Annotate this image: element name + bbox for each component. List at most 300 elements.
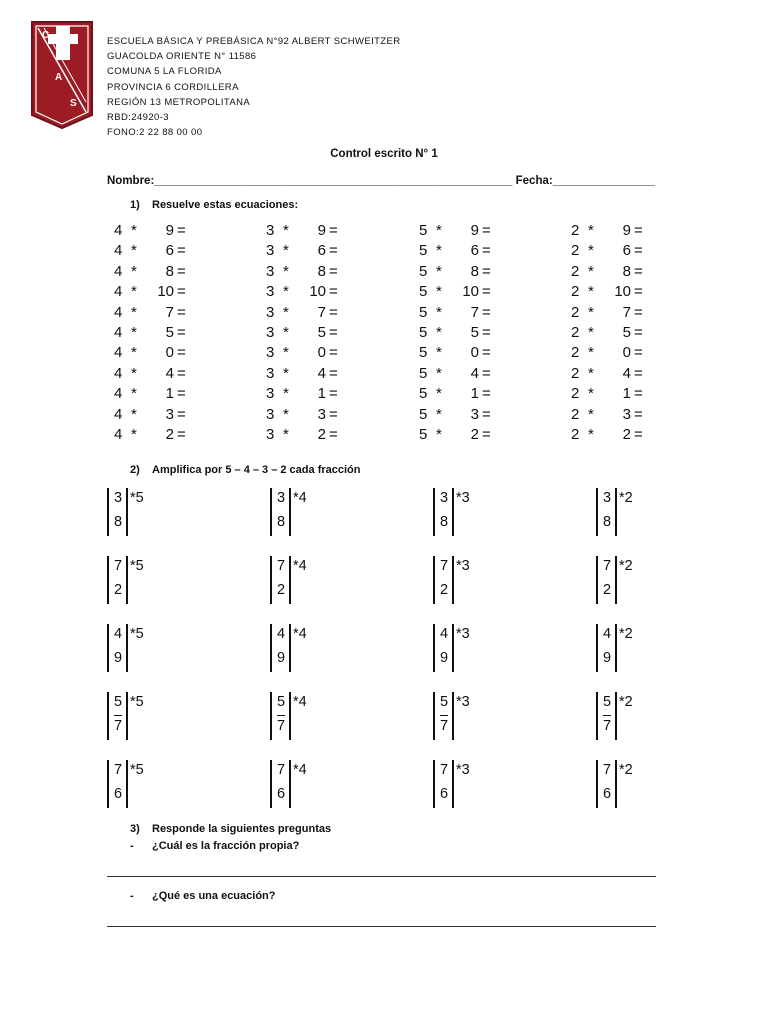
question-2: - ¿Qué es una ecuación?	[130, 890, 276, 902]
equation-equals: =	[634, 426, 643, 443]
fraction-multiplier: *5	[130, 490, 144, 506]
equation-operand: 0	[317, 344, 326, 362]
equation-operator: *	[588, 385, 594, 403]
fraction-denominator: 7	[440, 718, 449, 734]
fraction-left-bar	[596, 692, 598, 740]
equation-operator: *	[131, 426, 137, 443]
equation-equals: =	[482, 262, 491, 280]
equation-operand: 8	[622, 262, 631, 280]
fraction-right-bar	[126, 556, 128, 604]
fraction-left-bar	[433, 624, 435, 672]
equation-multiplier: 4	[114, 303, 123, 321]
equation-operator: *	[283, 426, 289, 443]
equation-multiplier: 2	[571, 426, 580, 443]
equation-multiplier: 2	[571, 283, 580, 301]
equation-operator: *	[436, 222, 442, 239]
equation-operator: *	[436, 405, 442, 423]
section-3-number: 3)	[130, 823, 140, 835]
fraction-multiplier: *5	[130, 558, 144, 574]
fraction-right-bar	[289, 692, 291, 740]
equation-operand: 3	[317, 405, 326, 423]
logo-letter-s: S	[70, 98, 77, 109]
fraction-denominator: 7	[603, 718, 612, 734]
equation-multiplier: 4	[114, 262, 123, 280]
equation-multiplier: 3	[266, 385, 275, 403]
fraction-left-bar	[596, 556, 598, 604]
equation-operand: 7	[317, 303, 326, 321]
fraction-multiplier: *2	[619, 626, 633, 642]
fraction-denominator: 6	[603, 786, 612, 802]
fraction-numerator: 3	[277, 490, 286, 506]
equation-equals: =	[177, 364, 186, 382]
equation-equals: =	[177, 385, 186, 403]
equation-equals: =	[177, 324, 186, 341]
equation-equals: =	[329, 303, 338, 321]
equation-equals: =	[329, 222, 338, 239]
equation-operator: *	[436, 283, 442, 301]
section-1-number: 1)	[130, 199, 140, 211]
equation-multiplier: 4	[114, 242, 123, 260]
equation-operator: *	[283, 344, 289, 362]
equation-equals: =	[634, 364, 643, 382]
equation-operand: 7	[165, 303, 174, 321]
equation-equals: =	[177, 262, 186, 280]
fraction-numerator: 4	[277, 626, 286, 642]
fraction-left-bar	[270, 692, 272, 740]
fraction-denominator: 2	[277, 582, 286, 598]
fraction-right-bar	[452, 488, 454, 536]
equation-multiplier: 4	[114, 222, 123, 239]
fraction-numerator: 7	[603, 762, 612, 778]
equation-equals: =	[177, 222, 186, 239]
equation-multiplier: 5	[419, 426, 428, 443]
fraction-denominator: 9	[603, 650, 612, 666]
name-date-line: Nombre:________________________________________________________ Fecha:________________	[107, 175, 656, 187]
equation-operand: 0	[470, 344, 479, 362]
fraction-left-bar	[433, 556, 435, 604]
equation-equals: =	[634, 283, 643, 301]
equation-operand: 7	[470, 303, 479, 321]
fraction-numerator: 7	[114, 762, 123, 778]
equation-operand: 9	[165, 222, 174, 239]
equation-operator: *	[283, 324, 289, 341]
fraction-multiplier: *4	[293, 694, 307, 710]
fraction-multiplier: *5	[130, 626, 144, 642]
equation-operand: 1	[165, 385, 174, 403]
equation-multiplier: 5	[419, 364, 428, 382]
equation-operand: 5	[470, 324, 479, 341]
equation-operand: 4	[470, 364, 479, 382]
equation-multiplier: 4	[114, 426, 123, 443]
equation-operand: 2	[317, 426, 326, 443]
section-2-number: 2)	[130, 464, 140, 476]
fraction-numerator: 7	[440, 558, 449, 574]
equation-equals: =	[177, 242, 186, 260]
equation-operator: *	[283, 222, 289, 239]
equation-multiplier: 3	[266, 405, 275, 423]
fraction-numerator: 7	[277, 762, 286, 778]
equation-operator: *	[131, 242, 137, 260]
equation-equals: =	[482, 283, 491, 301]
fraction-right-bar	[615, 692, 617, 740]
fraction-right-bar	[615, 488, 617, 536]
equation-operand: 6	[470, 242, 479, 260]
equation-multiplier: 2	[571, 242, 580, 260]
fraction-multiplier: *3	[456, 558, 470, 574]
equation-operator: *	[588, 364, 594, 382]
question-2-text: ¿Qué es una ecuación?	[152, 890, 276, 902]
equation-operator: *	[131, 262, 137, 280]
fraction-denominator: 7	[277, 718, 286, 734]
equation-operator: *	[588, 324, 594, 341]
fraction-line	[114, 715, 122, 716]
equation-multiplier: 2	[571, 405, 580, 423]
equation-operator: *	[588, 262, 594, 280]
equation-equals: =	[177, 344, 186, 362]
equation-operand: 6	[317, 242, 326, 260]
fraction-multiplier: *2	[619, 762, 633, 778]
school-info-line: COMUNA 5 LA FLORIDA	[107, 66, 222, 78]
equation-operator: *	[283, 405, 289, 423]
fraction-multiplier: *3	[456, 762, 470, 778]
equation-equals: =	[482, 426, 491, 443]
equation-equals: =	[329, 385, 338, 403]
school-info-line: GUACOLDA ORIENTE N° 11586	[107, 51, 257, 63]
equation-multiplier: 3	[266, 344, 275, 362]
equation-equals: =	[634, 262, 643, 280]
fraction-right-bar	[126, 760, 128, 808]
equation-operand: 4	[622, 364, 631, 382]
school-shield-icon	[30, 20, 94, 130]
equation-operator: *	[283, 385, 289, 403]
equation-equals: =	[634, 324, 643, 341]
equation-operator: *	[283, 242, 289, 260]
equation-multiplier: 2	[571, 364, 580, 382]
fraction-right-bar	[126, 624, 128, 672]
school-info-line: RBD:24920-3	[107, 112, 169, 124]
fraction-right-bar	[289, 488, 291, 536]
fraction-denominator: 6	[114, 786, 123, 802]
equation-operator: *	[436, 385, 442, 403]
equation-operand: 6	[622, 242, 631, 260]
equation-multiplier: 3	[266, 324, 275, 341]
fraction-numerator: 7	[603, 558, 612, 574]
equation-equals: =	[177, 283, 186, 301]
equation-operator: *	[131, 364, 137, 382]
fraction-denominator: 9	[114, 650, 123, 666]
section-1-label: Resuelve estas ecuaciones:	[152, 199, 299, 211]
fraction-line	[440, 715, 448, 716]
equation-multiplier: 3	[266, 303, 275, 321]
fraction-right-bar	[289, 556, 291, 604]
equation-operand: 8	[317, 262, 326, 280]
fraction-right-bar	[615, 760, 617, 808]
fraction-left-bar	[433, 692, 435, 740]
fraction-multiplier: *2	[619, 558, 633, 574]
fraction-numerator: 5	[277, 694, 286, 710]
equation-operator: *	[588, 405, 594, 423]
equation-equals: =	[177, 405, 186, 423]
equation-equals: =	[482, 242, 491, 260]
equation-operand: 2	[165, 426, 174, 443]
equation-equals: =	[177, 303, 186, 321]
equation-multiplier: 5	[419, 324, 428, 341]
fraction-multiplier: *4	[293, 626, 307, 642]
equation-equals: =	[482, 324, 491, 341]
equation-equals: =	[177, 426, 186, 443]
fraction-multiplier: *4	[293, 558, 307, 574]
equation-operator: *	[436, 344, 442, 362]
equation-operand: 8	[470, 262, 479, 280]
equation-operator: *	[436, 426, 442, 443]
fraction-numerator: 4	[440, 626, 449, 642]
equation-operator: *	[436, 324, 442, 341]
section-3-title	[130, 823, 331, 835]
fraction-left-bar	[270, 488, 272, 536]
equation-operator: *	[588, 303, 594, 321]
fraction-denominator: 6	[440, 786, 449, 802]
fraction-denominator: 8	[114, 514, 123, 530]
fraction-numerator: 7	[114, 558, 123, 574]
fraction-right-bar	[452, 556, 454, 604]
question-1: - ¿Cuál es la fracción propia?	[130, 840, 300, 852]
equation-equals: =	[329, 324, 338, 341]
fraction-multiplier: *5	[130, 762, 144, 778]
fraction-numerator: 5	[114, 694, 123, 710]
equation-operand: 1	[470, 385, 479, 403]
equation-multiplier: 2	[571, 385, 580, 403]
equation-multiplier: 2	[571, 222, 580, 239]
equation-equals: =	[634, 344, 643, 362]
fraction-left-bar	[107, 692, 109, 740]
equation-equals: =	[329, 283, 338, 301]
equation-multiplier: 5	[419, 405, 428, 423]
equation-operand: 8	[165, 262, 174, 280]
equation-multiplier: 4	[114, 364, 123, 382]
equation-operand: 10	[614, 283, 631, 301]
equation-operator: *	[131, 283, 137, 301]
school-info	[107, 34, 401, 140]
equation-operator: *	[131, 385, 137, 403]
fraction-left-bar	[433, 488, 435, 536]
equation-operator: *	[436, 303, 442, 321]
equation-multiplier: 5	[419, 344, 428, 362]
fraction-denominator: 8	[603, 514, 612, 530]
equation-equals: =	[329, 242, 338, 260]
equation-multiplier: 4	[114, 405, 123, 423]
equation-equals: =	[634, 405, 643, 423]
equation-multiplier: 5	[419, 303, 428, 321]
equation-multiplier: 4	[114, 385, 123, 403]
equation-operand: 5	[317, 324, 326, 341]
equation-operator: *	[283, 283, 289, 301]
fraction-left-bar	[270, 760, 272, 808]
equation-equals: =	[329, 426, 338, 443]
equation-equals: =	[482, 364, 491, 382]
equation-operator: *	[588, 426, 594, 443]
equation-operand: 6	[165, 242, 174, 260]
equation-equals: =	[634, 242, 643, 260]
equation-operand: 2	[622, 426, 631, 443]
fraction-line	[277, 715, 285, 716]
section-3-label: Responde la siguientes preguntas	[152, 823, 332, 835]
fraction-multiplier: *2	[619, 694, 633, 710]
equation-operator: *	[131, 303, 137, 321]
equation-operator: *	[588, 344, 594, 362]
fraction-multiplier: *4	[293, 762, 307, 778]
fraction-line	[603, 715, 611, 716]
fraction-numerator: 4	[114, 626, 123, 642]
equation-multiplier: 5	[419, 262, 428, 280]
section-2-label: Amplifica por 5 – 4 – 3 – 2 cada fracción	[152, 464, 361, 476]
equation-operand: 2	[470, 426, 479, 443]
equation-multiplier: 3	[266, 283, 275, 301]
fraction-left-bar	[596, 624, 598, 672]
fraction-numerator: 3	[114, 490, 123, 506]
equation-operand: 5	[622, 324, 631, 341]
equation-operand: 1	[317, 385, 326, 403]
fraction-numerator: 7	[277, 558, 286, 574]
fraction-right-bar	[289, 760, 291, 808]
fraction-denominator: 8	[440, 514, 449, 530]
equation-multiplier: 5	[419, 242, 428, 260]
equation-operand: 9	[317, 222, 326, 239]
equation-operand: 0	[165, 344, 174, 362]
fraction-multiplier: *3	[456, 626, 470, 642]
equation-multiplier: 4	[114, 344, 123, 362]
equation-operator: *	[436, 262, 442, 280]
equation-operator: *	[436, 364, 442, 382]
equation-operand: 5	[165, 324, 174, 341]
equation-multiplier: 4	[114, 324, 123, 341]
fraction-left-bar	[433, 760, 435, 808]
equation-equals: =	[634, 385, 643, 403]
fraction-numerator: 5	[440, 694, 449, 710]
equation-operand: 1	[622, 385, 631, 403]
fraction-multiplier: *4	[293, 490, 307, 506]
fraction-multiplier: *5	[130, 694, 144, 710]
equation-operand: 3	[165, 405, 174, 423]
equation-equals: =	[482, 405, 491, 423]
fraction-right-bar	[289, 624, 291, 672]
page-title: Control escrito N° 1	[330, 148, 438, 160]
equation-operand: 10	[462, 283, 479, 301]
equation-multiplier: 2	[571, 324, 580, 341]
fraction-right-bar	[452, 760, 454, 808]
school-info-line: REGIÓN 13 METROPOLITANA	[107, 96, 251, 108]
school-info-line: FONO:2 22 88 00 00	[107, 127, 203, 139]
equation-multiplier: 3	[266, 222, 275, 239]
equation-operand: 7	[622, 303, 631, 321]
equation-equals: =	[634, 303, 643, 321]
equation-multiplier: 2	[571, 303, 580, 321]
equation-multiplier: 2	[571, 262, 580, 280]
fraction-numerator: 3	[603, 490, 612, 506]
equation-equals: =	[329, 364, 338, 382]
fraction-multiplier: *3	[456, 490, 470, 506]
equation-multiplier: 4	[114, 283, 123, 301]
equation-multiplier: 3	[266, 426, 275, 443]
equation-equals: =	[482, 344, 491, 362]
equation-operator: *	[588, 222, 594, 239]
fraction-left-bar	[596, 760, 598, 808]
logo-letter-a: A	[55, 72, 63, 83]
equation-operator: *	[283, 303, 289, 321]
equation-operator: *	[436, 242, 442, 260]
fraction-denominator: 2	[440, 582, 449, 598]
equation-equals: =	[634, 222, 643, 239]
fraction-left-bar	[107, 556, 109, 604]
school-logo	[30, 20, 94, 130]
equation-multiplier: 3	[266, 364, 275, 382]
equation-operator: *	[131, 222, 137, 239]
fraction-denominator: 2	[603, 582, 612, 598]
equation-operand: 10	[309, 283, 326, 301]
fraction-left-bar	[107, 624, 109, 672]
fraction-left-bar	[107, 760, 109, 808]
fraction-left-bar	[270, 556, 272, 604]
fraction-right-bar	[126, 488, 128, 536]
fraction-denominator: 9	[277, 650, 286, 666]
section-2-title	[130, 464, 360, 476]
school-info-line: ESCUELA BÁSICA Y PREBÁSICA N°92 ALBERT SCHWEITZER	[107, 36, 401, 47]
equation-multiplier: 5	[419, 222, 428, 239]
equation-operand: 9	[470, 222, 479, 239]
equation-multiplier: 5	[419, 283, 428, 301]
equation-equals: =	[329, 262, 338, 280]
equation-operator: *	[283, 364, 289, 382]
fraction-right-bar	[126, 692, 128, 740]
question-1-text: ¿Cuál es la fracción propia?	[152, 840, 300, 852]
fraction-denominator: 9	[440, 650, 449, 666]
equation-operator: *	[283, 262, 289, 280]
equation-equals: =	[329, 405, 338, 423]
fraction-denominator: 7	[114, 718, 123, 734]
equation-multiplier: 3	[266, 242, 275, 260]
equation-equals: =	[329, 344, 338, 362]
answer-line-1[interactable]	[107, 876, 656, 877]
equation-multiplier: 5	[419, 385, 428, 403]
equation-operand: 0	[622, 344, 631, 362]
fraction-numerator: 5	[603, 694, 612, 710]
answer-line-2[interactable]	[107, 926, 656, 927]
fraction-right-bar	[452, 692, 454, 740]
equation-operator: *	[131, 324, 137, 341]
equation-operand: 3	[622, 405, 631, 423]
fraction-left-bar	[107, 488, 109, 536]
logo-letter-c: C	[42, 30, 50, 41]
equation-multiplier: 2	[571, 344, 580, 362]
fraction-numerator: 7	[440, 762, 449, 778]
fraction-numerator: 4	[603, 626, 612, 642]
fraction-multiplier: *3	[456, 694, 470, 710]
fraction-denominator: 8	[277, 514, 286, 530]
equation-operand: 10	[157, 283, 174, 301]
fraction-left-bar	[596, 488, 598, 536]
equation-equals: =	[482, 303, 491, 321]
equation-operand: 4	[165, 364, 174, 382]
equation-operator: *	[588, 242, 594, 260]
section-1-title	[130, 199, 298, 211]
fraction-multiplier: *2	[619, 490, 633, 506]
fraction-denominator: 6	[277, 786, 286, 802]
fraction-right-bar	[452, 624, 454, 672]
fraction-numerator: 3	[440, 490, 449, 506]
equation-operator: *	[131, 344, 137, 362]
equation-equals: =	[482, 385, 491, 403]
fraction-left-bar	[270, 624, 272, 672]
fraction-right-bar	[615, 624, 617, 672]
